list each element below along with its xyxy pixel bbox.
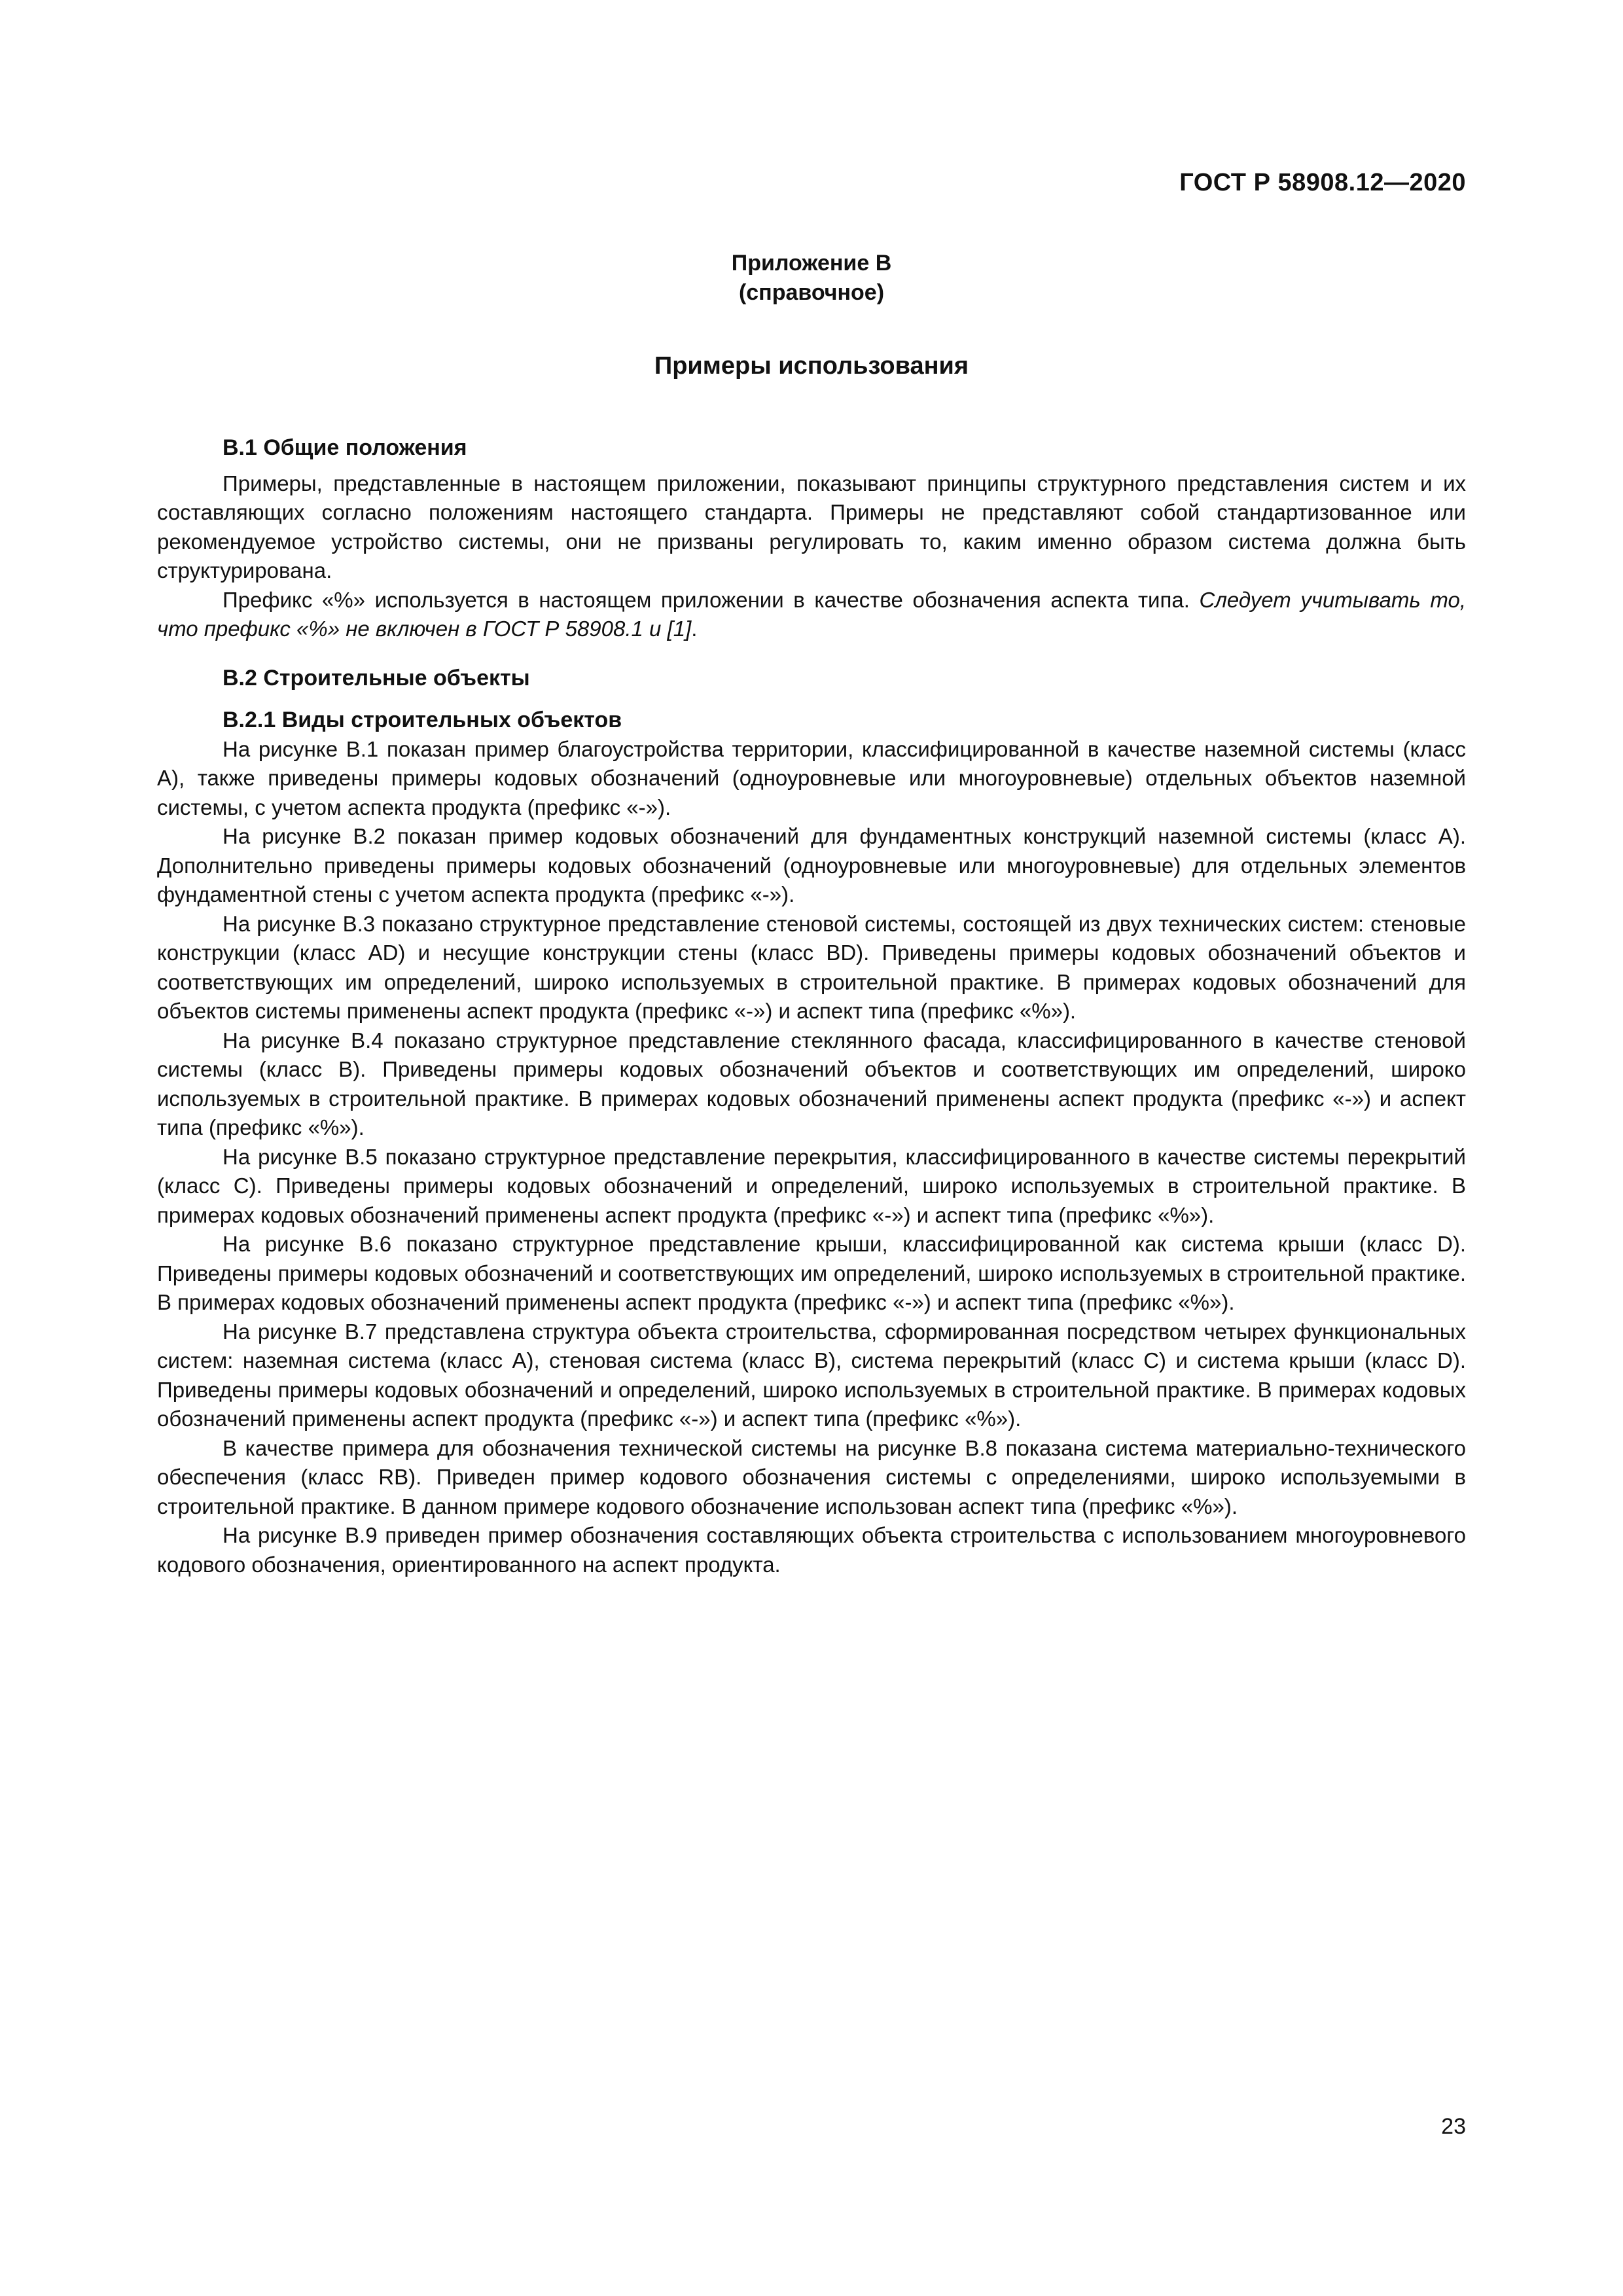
paragraph-b21-2: На рисунке В.2 показан пример кодовых обозначений для фундаментных конструкций наземной системы (класс А). Дополнительно приведены примеры кодовых обозначений (одноуровневые или многоуровневые) для отдельных элементов фундаментной стены с учетом аспекта продукта (префикс «-»).	[157, 824, 1466, 906]
paragraph-b21-7: На рисунке В.7 представлена структура объекта строительства, сформированная посредством четырех функциональных систем: наземная система (класс А), стеновая система (класс В), система перекрытий (класс С) и система крыши (класс D). Приведены примеры кодовых обозначений и определений, широко используемых в строительной практике. В примерах кодовых обозначений применены аспект продукта (префикс «-») и аспект типа (префикс «%»).	[157, 1319, 1466, 1431]
paragraph-b21-9: На рисунке В.9 приведен пример обозначения составляющих объекта строительства с использованием многоуровневого кодового обозначения, ориентированного на аспект продукта.	[157, 1523, 1466, 1577]
standard-code-header: ГОСТ Р 58908.12—2020	[1179, 169, 1466, 196]
paragraph-b1-2	[157, 586, 1466, 644]
paragraph-b1-2-main: Префикс «%» используется в настоящем приложении в качестве обозначения аспекта типа.	[223, 587, 1200, 612]
section-heading-b2: В.2 Строительные объекты	[223, 665, 530, 691]
paragraph-b1-2-end: .	[691, 617, 698, 641]
paragraph-b21-1: На рисунке В.1 показан пример благоустройства территории, классифицированной в качестве наземной системы (класс А), также приведены примеры кодовых обозначений (одноуровневые или многоуровневые) отдельных объектов наземной системы, с учетом аспекта продукта (префикс «-»).	[157, 736, 1466, 819]
section-heading-b1: В.1 Общие положения	[223, 435, 467, 460]
appendix-label: Приложение В	[731, 251, 892, 276]
paragraph-b21-5: На рисунке В.5 показано структурное представление перекрытия, классифицированного в качестве системы перекрытий (класс С). Приведены примеры кодовых обозначений и определений, широко используемых в строительной практике. В примерах кодовых обозначений применены аспект продукта (префикс «-») и аспект типа (префикс «%»).	[157, 1144, 1466, 1227]
paragraph-b21-8: В качестве примера для обозначения технической системы на рисунке В.8 показана система материально-технического обеспечения (класс RB). Приведен пример кодового обозначения системы с определениями, широко используемыми в строительной практике. В данном примере кодового обозначение использован аспект типа (префикс «%»).	[157, 1435, 1466, 1518]
paragraph-b1-2-italic: Следует учитывать то, что префикс «%» не включен в ГОСТ Р 58908.1 и [1]	[157, 587, 1466, 641]
paragraph-b21-4: На рисунке В.4 показано структурное представление стеклянного фасада, классифицированного в качестве стеновой системы (класс В). Приведены примеры кодовых обозначений объектов и соответствующих им определений, широко используемых в строительной практике. В примерах кодовых обозначений применены аспект продукта (префикс «-») и аспект типа (префикс «%»).	[157, 1028, 1466, 1139]
page-number: 23	[1441, 2114, 1466, 2139]
paragraph-b21-3: На рисунке В.3 показано структурное представление стеновой системы, состоящей из двух технических систем: стеновые конструкции (класс AD) и несущие конструкции стены (класс BD). Приведены примеры кодовых обозначений объектов и соответствующих им определений, широко используемых в строительной практике. В примерах кодовых обозначений для объектов системы применены аспект продукта (префикс «-») и аспект типа (префикс «%»).	[157, 911, 1466, 1023]
document-body	[157, 433, 1466, 1579]
paragraph-b21-6: На рисунке В.6 показано структурное представление крыши, классифицированной как система крыши (класс D). Приведены примеры кодовых обозначений и соответствующих им определений, широко используемых в строительной практике. В примерах кодовых обозначений применены аспект продукта (префикс «-») и аспект типа (префикс «%»).	[157, 1232, 1466, 1314]
appendix-heading	[0, 249, 1623, 308]
page-title: Примеры использования	[654, 352, 969, 380]
subsection-heading-b21: В.2.1 Виды строительных объектов	[223, 708, 622, 732]
appendix-note: (справочное)	[738, 280, 885, 305]
paragraph-b1-1: Примеры, представленные в настоящем приложении, показывают принципы структурного представления систем и их составляющих согласно положениям настоящего стандарта. Примеры не представляют собой стандартизованное или рекомендуемое устройство системы, они не призваны регулировать то, каким именно образом система должна быть структурирована.	[157, 471, 1466, 583]
